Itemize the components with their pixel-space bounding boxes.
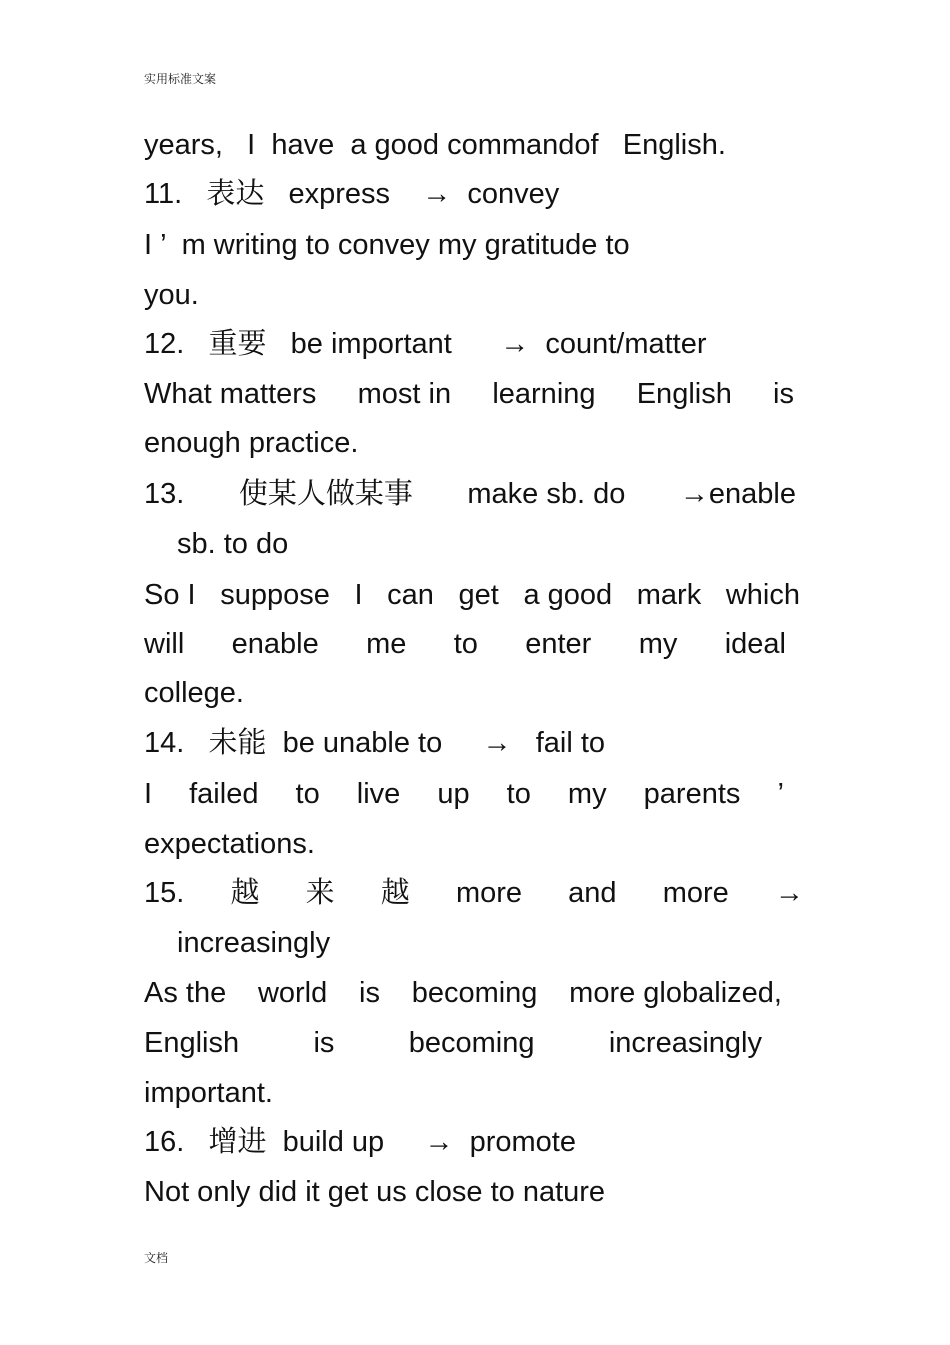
word: can — [387, 579, 434, 611]
text-line — [144, 476, 796, 512]
word: most in — [357, 378, 452, 410]
text-line: expectations. — [144, 828, 315, 860]
word: parents — [643, 778, 741, 810]
word: 越 — [380, 877, 410, 909]
text-line: I ’ m writing to convey my gratitude to — [144, 229, 630, 261]
page-header: 实用标准文案 — [144, 72, 217, 86]
word: make sb. do — [467, 478, 626, 510]
text-line — [144, 626, 786, 662]
text-line — [144, 875, 804, 911]
word: and — [568, 877, 617, 909]
word: 来 — [305, 877, 335, 909]
text-line: Not only did it get us close to nature — [144, 1176, 606, 1208]
word: enable — [231, 628, 319, 660]
word: So I — [144, 579, 196, 611]
text-line: college. — [144, 677, 244, 709]
word: up — [437, 778, 470, 810]
word: to — [453, 628, 478, 660]
word: I — [144, 778, 153, 810]
word: mark — [636, 579, 702, 611]
word: increasingly — [608, 1027, 762, 1059]
word: ideal — [724, 628, 786, 660]
word: to — [295, 778, 320, 810]
word: 13. — [144, 478, 185, 510]
word: English — [144, 1027, 240, 1059]
word: 使某人做某事 — [238, 478, 413, 510]
word: enter — [525, 628, 592, 660]
word: → — [774, 877, 804, 909]
text-line: years, I have a good commandof English. — [144, 129, 726, 161]
text-line — [144, 577, 800, 613]
word: failed — [189, 778, 259, 810]
word: world — [257, 977, 328, 1009]
word: get — [458, 579, 499, 611]
word: suppose — [220, 579, 330, 611]
word: English — [636, 378, 732, 410]
text-line: sb. to do — [177, 528, 289, 560]
word: more globalized, — [569, 977, 782, 1009]
text-line: 12. 重要 be important → count/matter — [144, 328, 707, 360]
word: is — [359, 977, 380, 1009]
word: I — [354, 579, 363, 611]
text-line — [144, 776, 784, 812]
word: live — [356, 778, 401, 810]
text-line: you. — [144, 279, 199, 311]
word: 越 — [230, 877, 260, 909]
word: will — [144, 628, 185, 660]
word: me — [366, 628, 407, 660]
word: a good — [523, 579, 613, 611]
word: more — [662, 877, 729, 909]
word: is — [773, 378, 794, 410]
text-line: 14. 未能 be unable to → fail to — [144, 727, 606, 759]
text-line: increasingly — [177, 927, 331, 959]
word: 15. — [144, 877, 185, 909]
word: my — [567, 778, 607, 810]
word: learning — [492, 378, 596, 410]
word: my — [638, 628, 678, 660]
text-line — [144, 376, 794, 412]
text-line: 16. 增进 build up → promote — [144, 1126, 576, 1158]
text-line: important. — [144, 1077, 273, 1109]
word: becoming — [408, 1027, 535, 1059]
word: is — [313, 1027, 335, 1059]
word: ’ — [777, 778, 784, 810]
word: becoming — [411, 977, 538, 1009]
word: As the — [144, 977, 227, 1009]
text-line — [144, 975, 782, 1011]
page-footer: 文档 — [144, 1251, 169, 1265]
word: which — [725, 579, 800, 611]
word: more — [455, 877, 523, 909]
text-line: 11. 表达 express → convey — [144, 178, 560, 210]
word: What matters — [144, 378, 317, 410]
text-line: enough practice. — [144, 427, 359, 459]
text-line — [144, 1025, 762, 1061]
word: →enable — [679, 478, 796, 510]
word: to — [506, 778, 531, 810]
